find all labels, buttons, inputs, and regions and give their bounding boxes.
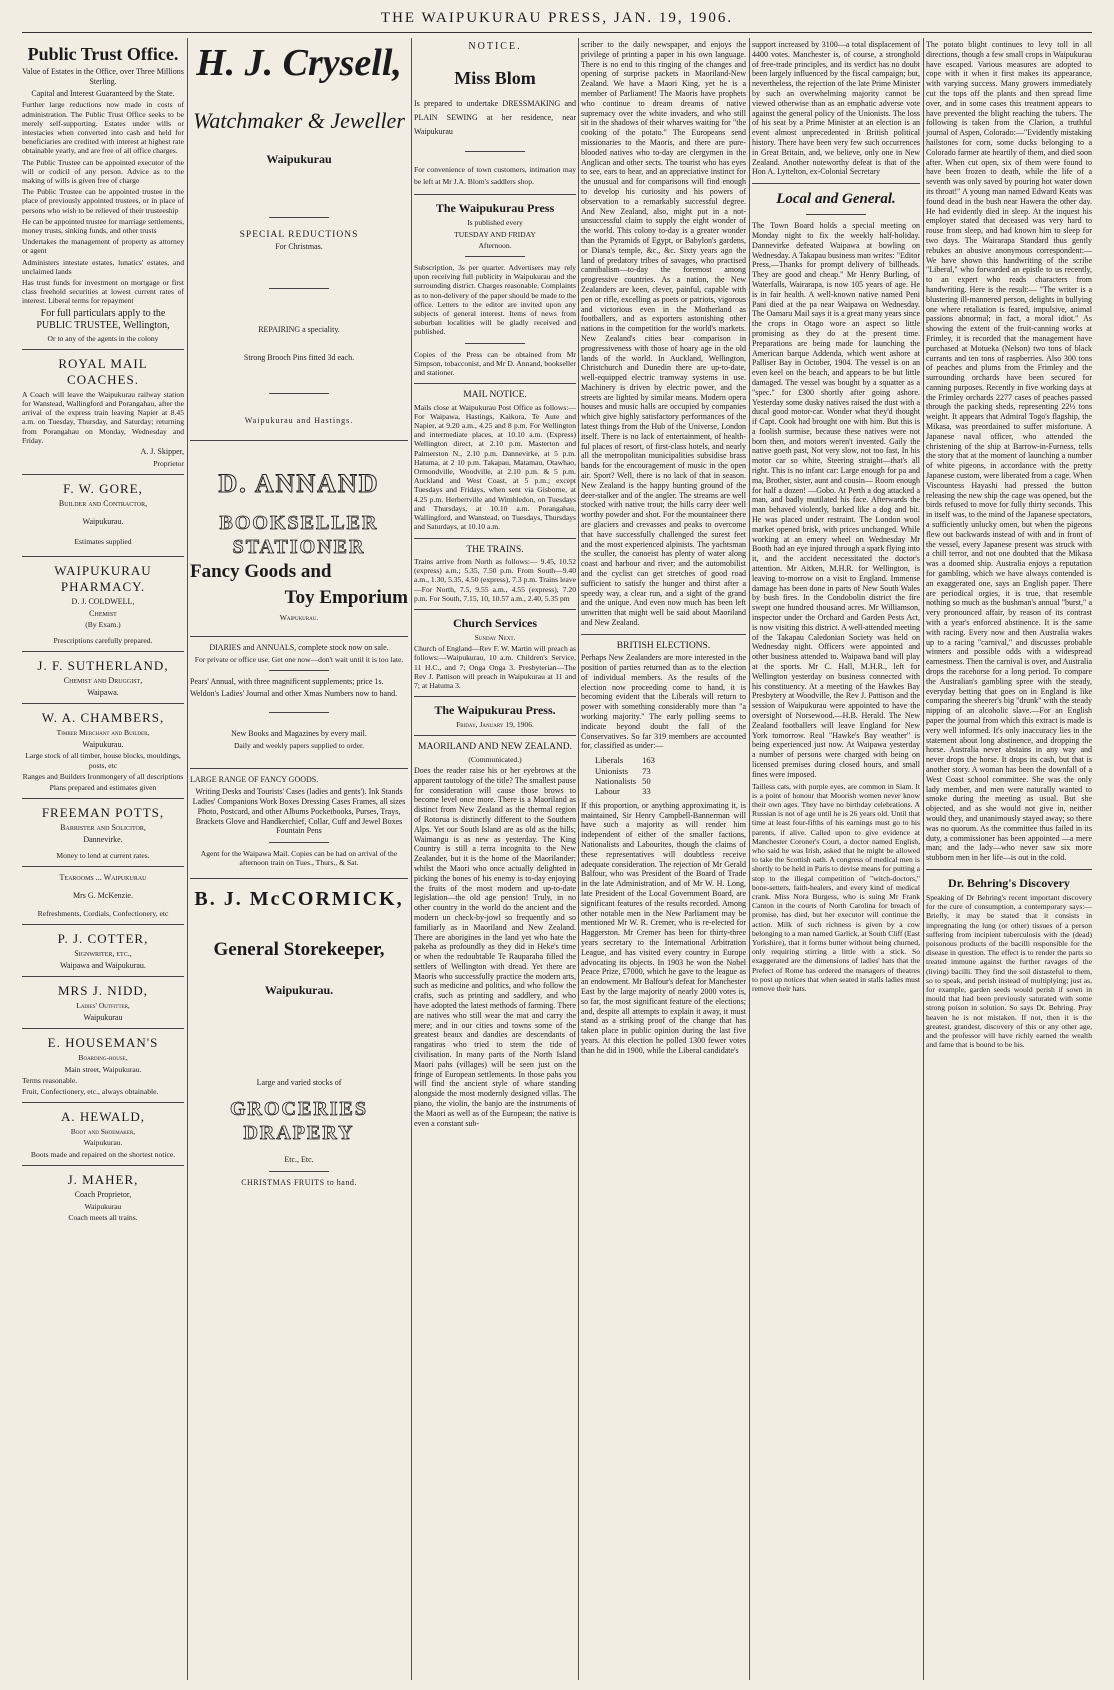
divider bbox=[22, 866, 184, 867]
party-count: 33 bbox=[642, 786, 651, 797]
elections-body1: Perhaps New Zealanders are more interested in the position of parties returned than as to the election of individual members. As the results of the election now proceeding come to hand, it is becoming evident that the Liberals will return to power with something considerably more than "a working majority." The early polling seems to indicate beyond doubt the fall of the Conservatives. So far 319 members are accounted for, classified as under:— bbox=[581, 653, 746, 751]
blom-conv: For convenience of town customers, intimation may be left at Mr J.A. Blom's saddlers shop. bbox=[414, 165, 576, 187]
public-trust-body: Further large reductions now made in costs of administration. The Public Trust Office seeks to be merely self-supporting. Estates under wills or intestacies when converted into cash and held for beneficiaries are credited with interest at highest rate obtainable yearly, and are free of all office charges. bbox=[22, 100, 184, 156]
public-trust-footer2: Or to any of the agents in the colony bbox=[47, 333, 159, 343]
divider bbox=[190, 768, 408, 769]
table-row bbox=[595, 776, 661, 786]
column-5 bbox=[752, 38, 920, 1680]
mccormick-place: Waipukurau. bbox=[264, 982, 334, 997]
article-title: MAORILAND AND NEW ZEALAND. bbox=[418, 742, 572, 753]
gore-name: F. W. GORE, bbox=[63, 481, 143, 497]
houseman-note: Terms reasonable. bbox=[22, 1075, 78, 1085]
divider bbox=[190, 878, 408, 879]
blom-body: Is prepared to undertake DRESSMAKING and PLAIN SEWING at her residence, near Waipukurau bbox=[414, 99, 576, 137]
christmas-fruits: CHRISTMAS FRUITS to hand. bbox=[241, 1178, 357, 1188]
press2-title: The Waipukurau Press. bbox=[434, 703, 556, 718]
press-days: TUESDAY AND FRIDAY bbox=[454, 229, 536, 239]
divider bbox=[269, 288, 329, 289]
column-2 bbox=[190, 38, 408, 1680]
sutherland-place: Waipawa. bbox=[87, 687, 119, 697]
houseman-name: E. HOUSEMAN'S bbox=[47, 1035, 159, 1051]
party-name: Unionists bbox=[595, 765, 628, 776]
party-name: Liberals bbox=[595, 755, 624, 766]
crysell-trade: Watchmaker & Jeweller bbox=[193, 108, 405, 133]
royal-mail-title: ROYAL MAIL COACHES. bbox=[58, 355, 148, 387]
divider bbox=[414, 383, 576, 384]
gore-note: Estimates supplied bbox=[74, 536, 132, 546]
divider bbox=[465, 151, 525, 152]
column-1 bbox=[22, 38, 184, 1680]
potts-name: FREEMAN POTTS, bbox=[41, 805, 165, 821]
mail-body: Mails close at Waipukurau Post Office as follows:— For Waipawa, Hastings, Kaikora, Te Aute and Napier, at 9.20 a.m., 4.25 and 8 p.m. For Wellington and intermediate places, at 10.10 a.m. (Express) Wellington direct, at 2.10 p.m. Masterton and Palmerston N., 2.10 p.m. Dannevirke, at 5 p.m. Hatuma, at 2 10 p.m. Takapau, Matamau, Otawhao, Ormondville, Woodville, at 2.10 p.m. & 5 p.m. Auckland and West Coast, at 5 p.m.; except Tuesdays and Fridays, when sent via Gisborne, at 4.25 p.m. Herbertville and Wimbledon, on Tuesdays and Thursdays, at 10.10 a.m. Porangahau, Wallingford, and Wanstead, on Tuesdays, Thursdays and Saturdays, at 10.10 a.m. bbox=[414, 402, 576, 532]
divider bbox=[269, 393, 329, 394]
public-trust-item: The Public Trustee can be appointed trustee in the place of previously appointed trustees, or in place of persons who wish to be relieved of their trusteeship bbox=[22, 187, 184, 215]
chambers-place: Waipukurau. bbox=[82, 739, 124, 749]
divider bbox=[22, 798, 184, 799]
elections-title: BRITISH ELECTIONS. bbox=[616, 640, 711, 651]
pears-annual: Pears' Annual, with three magnificent supplements; price 1s. bbox=[190, 676, 384, 686]
divider bbox=[22, 703, 184, 704]
public-trust-item: He can be appointed trustee for marriage settlements, money trusts, sinking funds, and other trusts bbox=[22, 216, 184, 236]
divider bbox=[22, 556, 184, 557]
divider bbox=[190, 636, 408, 637]
diaries: DIARIES and ANNUALS, complete stock now on sale. bbox=[209, 642, 389, 652]
votes-table bbox=[595, 755, 661, 797]
divider bbox=[22, 976, 184, 977]
divider bbox=[465, 256, 525, 257]
church-body: Church of England—Rev F. W. Martin will preach as follows:—Waipukurau, 10 a.m. Children's Service, 11 H.C., and 7; Onga Onga 3. Presbyterian—The Rev J. Pattison will preach in Waipukurau at 11 and 7; at Hatuma 3. bbox=[414, 644, 576, 690]
maher-note: Coach meets all trains. bbox=[68, 1212, 138, 1222]
divider bbox=[414, 194, 576, 195]
maher-name: J. MAHER, bbox=[67, 1171, 139, 1187]
royal-mail-sig: A. J. Skipper, bbox=[140, 447, 184, 457]
party-name: Labour bbox=[595, 786, 620, 797]
trains-body: Trains arrive from North as follows:— 9.45, 10.52 (express) a.m.; 5.35, 7.50 p.m. From South—9.40 a.m., 1.30, 5.35, 4.50 (express), 7.3 p.m. Trains leave—For North, 7.5, 9.55 a.m., 4.55 (express), 7.20 p.m. For South, 7.15, 10, 10.57 a.m., 2.40, 5.35 pm bbox=[414, 556, 576, 603]
agent-note: Agent for the Waipawa Mail. Copies can be had on arrival of the afternoon train on Tues., Thurs., & Sat. bbox=[200, 849, 398, 868]
divider bbox=[22, 1102, 184, 1103]
divider bbox=[22, 349, 184, 350]
public-trust-item: Administers intestate estates, lunatics' estates, and unclaimed lands bbox=[22, 257, 184, 276]
press-title: The Waipukurau Press bbox=[435, 201, 555, 216]
masthead: THE WAIPUKURAU PRESS, JAN. 19, 1906. bbox=[380, 10, 734, 26]
press-copies: Copies of the Press can be obtained from Mr Simpson, tobacconist, and Mr D. Annand, bookseller and stationer. bbox=[414, 349, 576, 378]
maher-trade: Coach Proprietor, bbox=[74, 1189, 132, 1199]
public-trust-item: Undertakes the management of property as attorney or agent bbox=[22, 237, 184, 256]
annand-stationer: STATIONER bbox=[232, 535, 366, 558]
large-varied: Large and varied stocks of bbox=[256, 1077, 342, 1087]
mccormick-trade: General Storekeeper, bbox=[213, 938, 385, 960]
special-for: For Christmas. bbox=[275, 242, 323, 252]
divider bbox=[752, 183, 920, 184]
royal-mail-sig2: Proprietor bbox=[153, 458, 184, 468]
elections-continued: support increased by 3100—a total displacement of 4400 votes. Manchester is, of course, a stronghold of free-trade principles, and its verdict has no doubt been largely influenced by the fiscal campaign; but, nevertheless, the rejection of the late Prime Minister by such an overwhelming majority cannot be viewed otherwise than as an emphatic adverse vote against the general policy of the Unionists. The loss of his seat by a Prime Minister at an election is an event almost unprecedented in British political history. There have been very few such occurrences in Great Britain, and, we believe, only one in New Zealand. Another noteworthy defeat is that of the Hon A. Lyttelton, ex-Colonial Secretary bbox=[752, 40, 920, 177]
press-body: Subscription, 3s per quarter. Advertisers may rely upon receiving full publicity in Waipukurau and the surrounding district. Charges reasonable. Complaints as to non-delivery of the paper should be made to the office. Letters to the editor are invited upon any subjects of general interest. Items of news from suburban localities will be gladly received and published. bbox=[414, 263, 576, 337]
public-trust-footer: For full particulars apply to the PUBLIC TRUSTEE, Wellington, bbox=[36, 307, 170, 331]
column-4 bbox=[581, 38, 746, 1680]
divider bbox=[414, 538, 576, 539]
hewald-trade: Boot and Shoemaker, bbox=[70, 1127, 136, 1137]
table-row bbox=[595, 755, 661, 765]
divider bbox=[269, 217, 329, 218]
public-trust-item: The Public Trustee can be appointed executor of the will or codicil of any person. Advice as to the making of wills is given free of charge bbox=[22, 157, 184, 186]
press-time: Afternoon. bbox=[478, 240, 512, 250]
party-count: 50 bbox=[642, 776, 651, 786]
public-trust-capital: Capital and Interest Guaranteed by the State. bbox=[31, 88, 175, 98]
papers: Daily and weekly papers supplied to order. bbox=[233, 741, 365, 751]
public-trust-sub: Value of Estates in the Office, over Three Millions Sterling. bbox=[22, 67, 184, 86]
table-row bbox=[595, 766, 661, 776]
divider bbox=[414, 735, 576, 736]
houseman-note2: Fruit, Confectionery, etc., always obtainable. bbox=[22, 1087, 159, 1097]
behring-title: Dr. Behring's Discovery bbox=[948, 875, 1070, 890]
public-trust-title: Public Trust Office. bbox=[27, 44, 179, 64]
press-pub: Is published every bbox=[467, 218, 523, 228]
cotter-place: Waipawa and Waipukurau. bbox=[60, 960, 146, 970]
potts-note: Money to lend at current rates. bbox=[56, 850, 150, 860]
divider bbox=[22, 1028, 184, 1029]
toy-emporium: Toy Emporium bbox=[284, 586, 408, 608]
trains-title: THE TRAINS. bbox=[466, 544, 524, 555]
church-sub: Sunday Next. bbox=[474, 632, 516, 642]
nidd-name: MRS J. NIDD, bbox=[57, 983, 148, 999]
fancy-stock-title: LARGE RANGE OF FANCY GOODS. bbox=[190, 775, 319, 785]
blom-title: Miss Blom bbox=[454, 68, 536, 89]
local-general-body: The Town Board holds a special meeting on Monday night to fix the weekly half-holiday. Dannevirke defeated Waipawa at bowling on Wednesday. A Takapau business man writes: "Editor Press,—Thanks for prompt delivery of billheads. They are good and cheap." Mr Henry Burling, of Waterfalls, Wairarapa, is now 105 years of age. He is in fair health. A well-known native named Peni Pani died at the pa near Waipawa on Wednesday. The Oamaru Mail says it is a great many years since the crops in Otago wore an aspect so little promising as they do at the present time. Preparations are being made for launching the American barque Addenda, which went ashore at Palliser Bay in October, 1904. The vessel is on an even keel on the beach, and appears to be but little damaged. The vessel was bought by a squatter as a "spec." for £300 shortly after going ashore. Yesterday some dusky natives raised the dust with a ducal good motor-car. Wonder what they'd thought if Capt. Cook had brought one with him. But this is a foolish surmise, because these natives were not born then, and motors weren't invented. Gaily the native goeth past, Not very slow, not too fast, In his motor car so white, Steering straight—that's all right. This is no infant car: Large enough for pa and ma, Brother, sister, aunt and cousin— Room enough for half a dozen! —Gobo. At Perth a dog attacked a man, and badly mutilated his face. Afterwards the man behaved violently, barked like a dog and bit. He was placed under restraint. The London wool market opened brisk, with prices unchanged. While working at an emery wheel on Wednesday Mr Booth had an eye injured through a spark flying into it, and the accident necessitated the doctor's attention. Mr Aitken, M.H.R. for Wellington, is leaving to-morrow on a visit to England. Immense damage has been done in parts of New South Wales by bush fires. In the Condobolin district the fire swept one hundred thousand acres. Mr Williamson, inspector under the Orchard and Garden Pests Act, is now visiting this district. A well-attended meeting of the Takapau Caledonian Society was held on Wednesday night. Officers were appointed and other business attended to. Waipawa band will play at the sports. Mr C. Hall, M.H.R., left for Wellington yesterday on business connected with his constituency. At a meeting of the Hawkes Bay Presbytery at Woodville, the Rev J. Pattison and the session of Waipukurau were appointed to have the oversight of Norsewood.—H.B. Herald. The New Zealand footballers will leave England for New York tomorrow. Real "Hawke's Bay weather" is being experienced just now. At Waipawa yesterday a number of persons were charged with being on licensed premises during closed hours, and small fines were imposed. bbox=[752, 221, 920, 779]
crysell-places: Waipukurau and Hastings. bbox=[244, 415, 354, 425]
drapery: DRAPERY bbox=[243, 1122, 355, 1145]
fancy-goods: Fancy Goods and bbox=[190, 560, 332, 582]
maher-place: Waipukurau bbox=[84, 1201, 122, 1211]
groceries: GROCERIES bbox=[229, 1098, 369, 1121]
mail-title: MAIL NOTICE. bbox=[463, 390, 527, 401]
local-general-title: Local and General. bbox=[776, 191, 896, 208]
divider bbox=[190, 440, 408, 441]
chambers-name: W. A. CHAMBERS, bbox=[41, 710, 165, 726]
mckenzie-note: Refreshments, Cordials, Confectionery, etc bbox=[37, 908, 169, 918]
nidd-place: Waipukurau bbox=[83, 1012, 123, 1022]
notice-title: NOTICE. bbox=[468, 41, 522, 52]
etc: Etc., Etc. bbox=[284, 1155, 314, 1165]
party-name: Nationalists bbox=[595, 776, 637, 786]
mccormick-name: B. J. McCORMICK, bbox=[194, 887, 404, 910]
column-rule bbox=[187, 38, 188, 1680]
divider bbox=[269, 670, 329, 671]
annand-name: D. ANNAND bbox=[218, 468, 380, 498]
divider bbox=[22, 474, 184, 475]
article-continued: scriber to the daily newspaper, and enjoys the privilege of printing a paper in his own language. There is no end to this ringing of the changes and opening of surprise packets in Maoriland-New Zealand. We have a Maori King, yet he is a member of Parliament! The Maoris have prophets who continue to dream dreams of native supremacy over the white invaders, and who still sit in the shadows of their wharves waiting for "the cooking of the potato." The Europeans send missionaries to the Maoris, and there are pure-blooded natives who to-day are clergymen in the Anglican and other sects. The tourist who has eyes to see, ears to hear, and an appreciative instinct for the unusual and for comparisons will find enough to develop his curiosity and his powers of observation to a remarkably successful degree. And New Zealand, also, might put in a not-unsuccessful claim to supply the eight wonder of the world. This colony to-day is a greater wonder than the Pyramids of Egypt, or Babylon's gardens, or Diana's temple, &c., &c. Sixty years ago the land of predatory tribes of savages, who practised cannibalism—to-day the foremost among progressive countries. As a nation, the New Zealanders are keen, clever, painful, capable with pen or rifle, excelling as poets or patriots, vigorous and victorious even in the Motherland as footballers, and as exporters astonishing other nations in the competition for the world's markets. New Zealand's cities bear comparison in progressiveness with those of hoary age in the old lands of the world. In Auckland, Wellington, Christchurch and Dunedin there are up-to-date, well-equipped electric tramway systems in use. Machinery is driven by electric power, and the streets are lighted by similar means. Modern opera houses and music halls are occupied by companies which give highly satisfactory performances of the latest things from the Hub of the Universe, London itself. There is no lack of entertainment, of health-ful places of resort, of first-class hotels, and nearly all the metropolitan municipalities subsidise brass bands for the encouragement of music in the open air. Sport? Well, there is no lack of that in season. New Zealand is the happy hunting ground of the deer-stalker and of the angler. The streams are well stocked with native trout; the hills carry deer well worthy powder and shot. For the mountaineer there are glaciers and crevasses and peaks to overcome that have successfully challenged the surest feet and the most experienced alpinists. The yachtsman the sculler, the canoeist has plenty of water along coast and harbour and river; and the automobilist and the cyclist can get stretches of good road sufficient to satisfy the hunger and thirst after a speedy way, a clear run, and a sight of the grand and the unique. And even now much has been left unwritten that might well be said about Maoriland and New Zealand. bbox=[581, 40, 746, 628]
article-comm: (Communicated.) bbox=[468, 754, 522, 764]
party-count: 73 bbox=[642, 765, 651, 776]
private-use: For private or office use. Get one now—don't wait until it is too late. bbox=[194, 654, 404, 664]
weldon: Weldon's Ladies' Journal and other Xmas Numbers now to hand. bbox=[190, 688, 398, 698]
hewald-place: Waipukurau. bbox=[83, 1138, 123, 1148]
crysell-place: Waipukurau bbox=[266, 152, 332, 166]
pharmacy-exam: (By Exam.) bbox=[85, 620, 121, 630]
special-reductions: SPECIAL REDUCTIONS bbox=[239, 230, 359, 240]
column-rule bbox=[749, 38, 750, 1680]
divider bbox=[926, 869, 1092, 870]
divider bbox=[22, 651, 184, 652]
hewald-name: A. HEWALD, bbox=[60, 1109, 145, 1125]
behring-body: Speaking of Dr Behring's recent important discovery for the cure of consumption, a contemporary says:— Briefly, it may be stated that it consists in impregnating the lung (or other) tissues of a person suffering from incipient tuberculosis with the (dead) poisonous products of the bacilli responsible for the disease in question. The effect is to render the parts so treated immune against the further ravages of the (living) bacilli. They find the soil distasteful to them, so to speak, and perish instead of multiplying; just as, for example, garden seeds would perish if sown in mould that had been previously saturated with some strong poison in solution. So says Dr. Behring. Pray heaven he is not mistaken. If not, then it is the greatest, grandest, discovery of this or any other age, and the professor will have richly earned the wealth and fame that is bound to be his. bbox=[926, 892, 1092, 1050]
potts-place: Dannevirke. bbox=[83, 835, 123, 845]
article-body: Does the reader raise his or her eyebrows at the apparent tautology of the title? The smallest pause for consideration will cause those brows to become level once more. There is a Maoriland as distinct from New Zealand as the thermal region of Rotorua is distinctly different to the Southern Alps. Yet our South Island are as old as the hills; Waimangu is as new as yesterday. The King Country is still a terra incognita to the New Zealander, but it is the home of the Maorilander; whilst the Maori who once actually delighted in picking the bones of his enemy is to-day enjoying the fruits of the most modern and up-to-date legislation—the old age pension! Truly, in no other country in the world do the ancient and the modern un check-by-jowl so frequently and so familiarly as in Maoriland and New Zealand. There are aborigines in the land yet who hate the pakeha as profoundly as they did in Heke's time or when the redoubtable Te Rauparaha filled the settlers of Wellington with dread. Yet there are Maoris who successfully practice the modern arts, such as medicine and politics, and who follow the crafts, such as printing and saddlery, and who have adopted the latest methods of farming. There are natives who still wear the mat and carry the mere; and in our cities and towns some of the greatest beaux and dandies are descendants of rangatiras who tried to stem the tide of civilisation. In many parts of the North Island Maori pahs (villages) will be seen just on the fringe of European settlements. In those pahs you will find the ancient style of whare standing alongside the most modernly designed villas. The piano, the violin, the banjo are the instruments of the Maori as well as of the European; the native is even a constant sub- bbox=[414, 765, 576, 1128]
potts-trade: Barrister and Solicitor, bbox=[60, 823, 146, 833]
column-3 bbox=[414, 38, 576, 1680]
tearooms: Tearooms ... Waipukurau bbox=[59, 873, 147, 883]
pharmacy-name: D. J. COLDWELL, bbox=[71, 596, 135, 606]
sutherland-name: J. F. SUTHERLAND, bbox=[37, 657, 169, 673]
pharmacy-trade: Chemist bbox=[89, 608, 117, 618]
chambers-trade: Timber Merchant and Builder, bbox=[56, 728, 150, 738]
column-rule bbox=[411, 38, 412, 1680]
divider bbox=[269, 842, 329, 843]
press2-date: Friday, January 19, 1906. bbox=[456, 720, 534, 730]
divider bbox=[414, 696, 576, 697]
chambers-body2: Ranges and Builders Ironmongery of all descriptions bbox=[22, 771, 184, 781]
brooch: Strong Brooch Pins fitted 3d each. bbox=[243, 353, 355, 362]
divider bbox=[465, 343, 525, 344]
elections-body2: If this proportion, or anything approximating it, is maintained, Sir Henry Campbell-Bannerman will have such a majority as will render him independent of either of the smaller factions, Nationalists and Labourites, though the claims of these representatives will doubtless receive adequate consideration. The rejection of Mr Gerald Balfour, who was President of the Board of Trade in the late Administration, and of Mr W. H. Long, late President of the Local Government Board, are significant features of the results recorded. Among other notable men in the New Parliament may be mentioned Mr W. R. Cremer, who is re-elected for Haggerston. Mr Cremer has been for thirty-three years secretary to the International Arbitration League, and has visited every country in Europe advocating its objects. In 1903 he won the Nobel Peace Prize, £7000, which he gave to the league as an endowment. Mr Balfour's defeat for Manchester East by the large majority of nearly 2000 votes is, so far, the most significant feature of the elections; and, despite all attempts to explain it away, it must stand as a striking proof of the change that has taken place in public opinion during the last five years. At this election he polled 1300 fewer votes than he did in 1900, while the Liberal candidate's bbox=[581, 800, 746, 1055]
chambers-body: Large stock of all timber, house blocks, mouldings, posts, etc bbox=[25, 751, 181, 770]
chambers-body3: Plans prepared and estimates given bbox=[49, 783, 157, 793]
public-trust-item: Has trust funds for investment on mortgage or first class freehold securities at lowest current rates of interest. Liberal terms for repayment bbox=[22, 278, 184, 306]
crysell-name: H. J. Crysell, bbox=[196, 42, 402, 84]
table-row bbox=[595, 786, 661, 796]
annand-bookseller: BOOKSELLER bbox=[219, 511, 379, 534]
divider bbox=[22, 924, 184, 925]
cotter-name: P. J. COTTER, bbox=[57, 930, 149, 946]
column-rule bbox=[578, 38, 579, 1680]
divider bbox=[269, 1171, 329, 1172]
gore-trade: Builder and Contractor, bbox=[58, 499, 148, 509]
divider bbox=[414, 609, 576, 610]
column-rule bbox=[923, 38, 924, 1680]
sutherland-trade: Chemist and Druggist, bbox=[63, 675, 143, 685]
divider bbox=[806, 214, 866, 215]
small-paragraphs: Tailless cats, with purple eyes, are common in Siam. It is a point of honour that Moorish women never know their own ages. They have no birthday celebrations. A Russian is not of age until he is 26 years old. Until that time at least four-fifths of his earnings must go to his parents, if alive. Called upon to give evidence at Manchester Coroner's Court, a doctor named English, who said he was Irish, asked that he might be allowed to take the Scottish oath. A congress of medical men is shortly to be held in Paris to devise means for putting a stop to the illegal competition of "witch-doctors," bone-setters, faith-healers, and every kind of medical crank. Miss Nora Burgess, who is suing Mr Frank Canton in the courts of North Carolina for breach of promise, has died, but her executor will continue the action. Milk of such richness is given by a cow belonging to a man named Garlick, at South Cliff (East Yorkshire), that it forms butter without being churned, only requiring stirring a little with a stick. So exaggerated are the dimensions of ladies' hats that the Prefect of Rome has ordered the managers of theatres to post up notices that when seated in stalls ladies must remove their hats. bbox=[752, 781, 920, 994]
annand-place: Waipukurau. bbox=[279, 612, 319, 622]
houseman-place: Main street, Waipukurau. bbox=[64, 1064, 142, 1074]
repairing: REPAIRING a speciality. bbox=[258, 325, 340, 335]
nidd-trade: Ladies' Outfitter, bbox=[76, 1001, 130, 1011]
mckenzie: Mrs G. McKenzie. bbox=[73, 890, 133, 900]
local-general-continued: The potato blight continues to levy toll in all directions, though a few small crops in Waipukurau have escaped. Various measures are adopted to cope with it when it first makes its appearance, with varying success. Many growers immediately cut the tops off the plants and then spread lime over, and in some cases this treatment appears to have prevented the blight reaching the tubers. The following is taken from the Clarion, a truthful journal of Aspen, Colorado:—"Evidently mistaking hailstones for corn, some ducks belonging to a Colorado farmer ate heartily of them, and died soon after. When cut open, six of them were found to have been frozen to death, while the life of a seventh was only saved by pouring hot water down its throat!" A young man named Edward Keats was found dead in the bush near Hawera the other day. He had evidently died in sleep. At the inquest his employer stated that deceased was very hard to rouse from sleep, and had known him to sleep for two days. The Wairarapa Standard thus gently rebukes an abusive anonymous correspondent:—We have shown this handwriting of the scribe "Liberal," who forwarded an epistle to us recently, to an expert who reads characters from handwriting. Here is the result:— "The writer is a blustering ill-mannered person, delights in bullying one where retaliation is feared, impulsive, animal passions abnormal; in fact, a moral idiot." As showing the extent of the fruit-canning works at Frimley, it is recorded that the management have purchased at Motueka (Nelson) two tons of black currants and ten tons of raspberries. Also 300 tons of peaches and plums from the Frimley and the surrounding orchards have been secured for canning purposes. Recently in five working days at the Frimley orchards 2277 cases of peaches passed through the packing sheds, representing 22½ tons weight. It appears that Admiral Togo's flagship, the Mikasa, was preordained to suffer misfortune. A Japanese naval officer, who attended the christening of the ship at Barrow-in-Furness, tells the story that at the moment of launching a number of white pigeons, in accordance with the pretty Japanese custom, were liberated from a cage. When Viscountess Hayashi had pressed the button releasing the new ship the cage was opened, but the birds refused to move for fully thirty seconds. This in itself was, to the mind of the Japanese spectators, a sufficiently unlucky omen, but when the pigeons flew out backwards instead of with and in front of the vessel, every Japanese present was struck with a chill terror, and not one doubted that the Mikasa was a doomed ship. Australia enjoys a reputation for gambling, which we have always contended is an exaggerated one, says an English paper. There are periodical orgies, it is true, that resemble nothing so much as the bushman's annual "burst," a very pronounced affair, by reason of its contrast with a year's enforced abstinence. It is the same with racing. Every now and then Australia wakes up to a racing "carnival," and discusses probable winners and possible odds with a widespread earnestness. Then the carnival is over, and Australia drops the racehorse for a long period. To compare the Australian's gambling spree with the steady, everyday betting that goes on in England is like comparing the sheerer's big "drunk" with the steady nipping of an alcoholic slave.—For an English paper the journal from which this extract is made is very well informed. It's only inaccuracy lies in the statement about long abstinence, and dropping the horse. Australia never abstains in any way and never drops the horse. It drops its cash, but that is another story. A woman has been the downfall of a West Coast school committee. She was the only lady member, and men were naturally wanted to smoke during the meeting as usual. But she objected, and as she would not give in, neither would they, and unanimously stayed away; so there was no quorum. As the committee thus failed in its duty, a commissioner has been appointed —a mere man; and the lady—who never saw six more stubborn men in her life—is out in the cold. bbox=[926, 40, 1092, 863]
fancy-list: Writing Desks and Tourists' Cases (ladies and gents'). Ink Stands Ladies' Companions Work Boxes Dressing Cases Frames, all sizes Photo, Postcard, and other Albums Pocketbooks, Purses, Trays, Brackets Glove and Handkerchief, Collar, Cuff and Jewel Boxes Fountain Pens bbox=[192, 787, 406, 836]
divider bbox=[581, 634, 746, 635]
gore-place: Waipukurau. bbox=[82, 516, 124, 526]
divider bbox=[269, 712, 329, 713]
houseman-trade: Boarding-house, bbox=[78, 1053, 128, 1063]
cotter-trade: Signwriter, etc., bbox=[74, 948, 132, 958]
new-books: New Books and Magazines by every mail. bbox=[231, 729, 367, 739]
column-6 bbox=[926, 38, 1092, 1680]
royal-mail-body: A Coach will leave the Waipukurau railway station for Wanstead, Wallingford and Porangahau, after the arrival of the express train leaving Napier at 8.45 a.m. on Tuesday, Thursday, and Saturday; returning from Porangahau on Monday, Wednesday and Friday. bbox=[22, 389, 184, 445]
top-rule bbox=[22, 32, 1092, 33]
pharmacy-note: Prescriptions carefully prepared. bbox=[53, 635, 153, 645]
church-title: Church Services bbox=[452, 615, 538, 630]
divider bbox=[22, 1165, 184, 1166]
hewald-note: Boots made and repaired on the shortest notice. bbox=[30, 1149, 176, 1159]
pharmacy-title: WAIPUKURAU PHARMACY. bbox=[54, 562, 152, 594]
party-count: 163 bbox=[642, 755, 655, 766]
